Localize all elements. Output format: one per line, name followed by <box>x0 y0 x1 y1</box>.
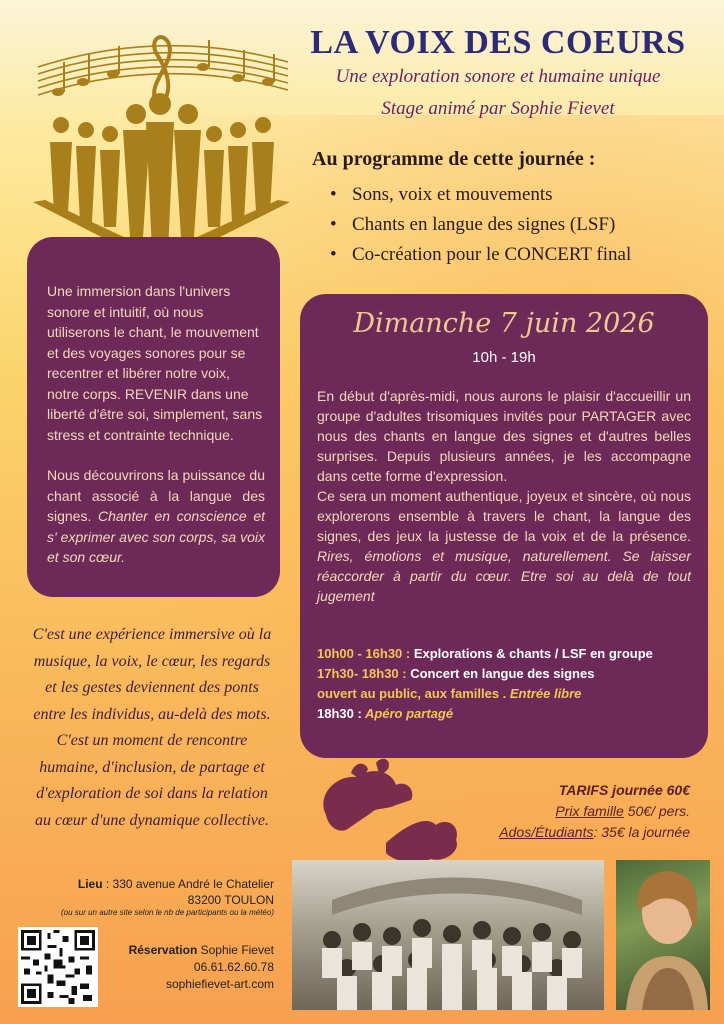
portrait-image <box>616 860 710 1010</box>
price-students <box>470 822 690 843</box>
schedule-text: Explorations & chants / LSF en groupe <box>410 646 653 661</box>
price-family <box>470 801 690 822</box>
programme-title: Au programme de cette journée : <box>312 148 596 170</box>
reservation-line <box>100 942 274 959</box>
event-box <box>300 294 708 758</box>
portrait-photo <box>616 860 710 1010</box>
choir-music-logo <box>28 22 298 272</box>
schedule-time: 10h00 - 16h30 : <box>317 646 411 661</box>
prices <box>470 780 690 843</box>
intro-paragraph: Une immersion dans l'univers sonore et intuitif, où nous utiliserons le chant, le mouvement et des voyages sonores pour se recentrer et libérer notre voix, notre corps. REVENIR dans une liberté d'être soi, simplement, sans stress et contrainte technique. <box>47 283 263 443</box>
qr-code[interactable] <box>18 927 98 1007</box>
event-description <box>317 386 691 606</box>
location-address: : 330 avenue André le Chatelier <box>102 877 274 891</box>
location-line <box>60 876 274 892</box>
sign-language-hands-icon <box>316 755 466 867</box>
programme-item: • Co-création pour le CONCERT final <box>330 240 710 270</box>
animator-line: Stage animé par Sophie Fievet <box>381 98 615 119</box>
event-paragraph-2 <box>317 486 691 606</box>
schedule-row <box>317 684 702 704</box>
location-city: 83200 TOULON <box>187 893 274 907</box>
schedule-text: Apéro partagé <box>361 706 454 721</box>
intro-text: Nous découvrirons la puissance du chant associé à la langue des signes. <box>47 467 265 524</box>
location-label: Lieu <box>77 877 103 891</box>
schedule-time: 17h30- 18h30 : <box>317 666 407 681</box>
event-hours: 10h - 19h <box>472 349 536 366</box>
event-text: Ce sera un moment authentique, joyeux et sincère, où nous explorerons ensemble à travers le chant, la langue des signes, des jeux la justesse de la voix et de la présence. <box>317 488 691 544</box>
schedule-text: ouvert au public, aux familles . <box>317 686 510 701</box>
programme-item: • Chants en langue des signes (LSF) <box>330 210 710 240</box>
event-paragraph: En début d'après-midi, nous aurons le plaisir d'accueillir un groupe d'adultes trisomiques invités pour PARTAGER avec nous des chants en langue des signes et d'autres belles surprises. Depuis plusieurs années, je les accompagne dans cette forme d'expression. <box>317 388 691 484</box>
intro-italic-text: Chanter en conscience et s' exprimer avec son corps, sa voix et son cœur. <box>47 508 266 565</box>
group-photo <box>292 860 604 1010</box>
event-date: Dimanche 7 juin 2026 <box>353 308 655 339</box>
schedule <box>317 644 702 724</box>
prices-title: TARIFS journée 60€ <box>558 782 690 798</box>
location <box>60 876 274 918</box>
reservation <box>100 942 274 993</box>
location-note: (ou sur un autre site selon le nb de participants ou la météo) <box>60 908 274 917</box>
programme-item: • Sons, voix et mouvements <box>330 180 710 210</box>
schedule-text: Concert en langue des signes <box>406 666 595 681</box>
subtitle: Une exploration sonore et humaine unique <box>335 66 661 87</box>
schedule-time: 18h30 : <box>317 706 362 721</box>
price-label: Ados/Étudiants <box>499 824 594 840</box>
schedule-row <box>317 664 702 684</box>
programme-list <box>330 180 710 270</box>
group-photo-image <box>292 860 604 1010</box>
reservation-phone[interactable]: 06.61.62.60.78 <box>193 960 274 974</box>
price-value: : 35€ la journée <box>593 824 690 840</box>
event-italic-text: Rires, émotions et musique, naturellement. Se laisser réaccorder à partir du cœur. Etre soi au delà de tout jugement <box>317 548 691 604</box>
free-entry-label: Entrée libre <box>509 686 582 701</box>
schedule-row <box>317 704 702 724</box>
schedule-row <box>317 644 702 664</box>
reservation-website[interactable]: sophiefievet-art.com <box>165 977 274 991</box>
price-label: Prix famille <box>555 803 624 819</box>
reservation-label: Réservation <box>128 943 198 957</box>
page-title: LA VOIX DES COEURS <box>310 24 686 61</box>
intro-paragraph-2 <box>47 465 265 568</box>
price-value: 50€/ pers. <box>623 803 690 819</box>
quote-text: C'est une expérience immersive où la musique, la voix, le cœur, les regards et les gestes deviennent des ponts entre les individus, au-delà des mots. C'est un moment de rencontre humaine, d'inclusion, de partage et d'exploration de soi dans la relation au cœur d'une dynamique collective. <box>32 626 272 829</box>
reservation-name: Sophie Fievet <box>197 943 274 957</box>
intro-box <box>27 237 280 597</box>
